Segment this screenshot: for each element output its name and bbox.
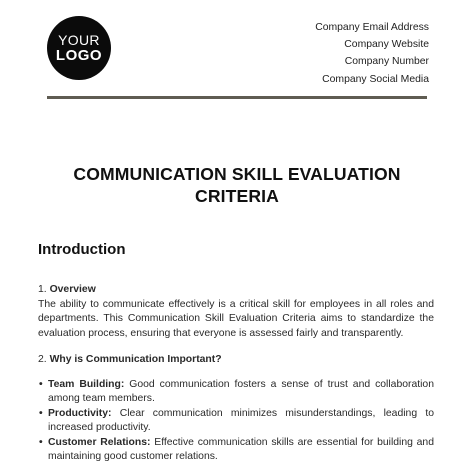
overview-number: 1.: [38, 284, 47, 295]
why-subheading: [38, 353, 434, 367]
bullet-term: Customer Relations:: [48, 437, 151, 449]
why-bullet-list: [38, 378, 434, 464]
overview-title: Overview: [49, 284, 96, 295]
company-social-media: Company Social Media: [322, 73, 429, 85]
list-item: [38, 407, 434, 435]
why-title: Why is Communication Important?: [49, 354, 222, 365]
list-item: [38, 378, 434, 406]
why-number: 2.: [38, 354, 47, 365]
why-section: [38, 353, 434, 465]
document-title: COMMUNICATION SKILL EVALUATION CRITERIA: [73, 164, 401, 206]
logo-text-logo: LOGO: [55, 47, 103, 64]
company-logo: [47, 16, 111, 80]
bullet-term: Productivity:: [48, 408, 112, 420]
bullet-text: Effective communication skills are essential for building and maintaining good customer relations.: [48, 437, 434, 463]
bullet-term: Team Building:: [48, 379, 125, 391]
company-info: [315, 19, 429, 88]
bullet-text: Clear communication minimizes misunderstandings, leading to increased productivity.: [48, 408, 434, 434]
overview-subheading: [38, 283, 434, 297]
list-item: [38, 436, 434, 464]
introduction-heading: Introduction: [38, 241, 126, 258]
company-number: Company Number: [344, 56, 429, 68]
overview-paragraph: The ability to communicate effectively is a critical skill for employees in all roles and departments. This Communication Skill Evaluation Criteria aims to standardize the evaluation process, ensuring that everyone is assessed fairly and transparently.: [38, 299, 434, 339]
overview-section: [38, 283, 434, 341]
company-email: Company Email Address: [315, 22, 429, 33]
header-divider: [47, 96, 427, 99]
company-website: Company Website: [344, 39, 429, 51]
logo-text-your: YOUR: [58, 32, 100, 48]
bullet-text: Good communication fosters a sense of trust and collaboration among team members.: [48, 379, 434, 405]
